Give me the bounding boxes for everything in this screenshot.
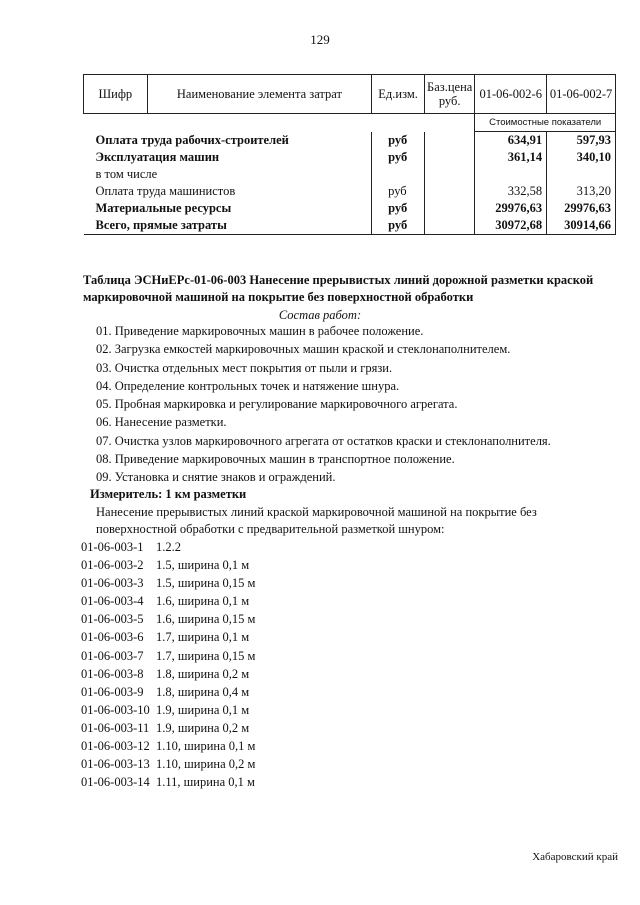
item-code: 01-06-003-13 [81, 757, 150, 772]
header-code: Шифр [84, 75, 148, 114]
item-code: 01-06-003-5 [81, 612, 144, 627]
item-code: 01-06-003-12 [81, 739, 150, 754]
row-value-2: 30914,66 [547, 217, 616, 235]
item-code: 01-06-003-11 [81, 720, 150, 735]
item-text: 1.6, ширина 0,15 м [156, 612, 256, 627]
measurement-unit: Измеритель: 1 км разметки [90, 487, 247, 501]
work-list [96, 322, 551, 487]
item-text: 1.8, ширина 0,4 м [156, 684, 250, 699]
table-row [84, 200, 616, 217]
row-unit [372, 166, 425, 183]
row-label: Оплата труда рабочих-строителей [95, 132, 289, 147]
region-footer: Хабаровский край [532, 851, 618, 863]
row-value-2: 340,10 [547, 149, 616, 166]
row-value-1: 634,91 [475, 132, 547, 150]
item-text: 1.8, ширина 0,2 м [156, 666, 250, 681]
item-text: 1.10, ширина 0,2 м [156, 757, 256, 772]
description: Нанесение прерывистых линий краской маркировочной машиной на покрытие без поверхностной обработки с предварительной разметкой шнуром: [96, 505, 537, 536]
item-code: 01-06-003-14 [81, 775, 150, 790]
list-item [81, 665, 255, 683]
row-value-2: 597,93 [547, 132, 616, 150]
item-code: 01-06-003-7 [81, 648, 144, 663]
list-item [81, 773, 255, 791]
list-item: 06. Нанесение разметки. [96, 415, 227, 430]
row-label: Эксплуатация машин [95, 150, 220, 164]
row-value-2: 313,20 [547, 183, 616, 200]
list-item: 09. Установка и снятие знаков и ограждений. [96, 470, 336, 485]
item-text: 1.6, ширина 0,1 м [156, 594, 250, 609]
table-row [84, 183, 616, 200]
item-code: 01-06-003-1 [81, 540, 144, 554]
item-text: 1.9, ширина 0,1 м [156, 702, 250, 717]
cost-subheader: Стоимостные показатели [475, 114, 616, 132]
row-label: Материальные ресурсы [95, 201, 232, 215]
row-base [425, 183, 475, 200]
row-unit: руб [372, 183, 425, 200]
cost-table [83, 74, 616, 235]
list-item [81, 737, 255, 755]
row-label: в том числе [95, 167, 158, 181]
row-base [425, 200, 475, 217]
header-unit: Ед.изм. [372, 75, 425, 114]
row-base [425, 132, 475, 150]
header-col-1: 01-06-002-6 [475, 75, 547, 114]
list-item [81, 556, 255, 574]
list-item [81, 647, 255, 665]
row-label: Всего, прямые затраты [84, 217, 372, 235]
work-composition-title: Состав работ: [278, 308, 362, 322]
row-value-2 [547, 166, 616, 183]
row-unit: руб [372, 200, 425, 217]
cost-table-header [84, 75, 616, 114]
item-code: 01-06-003-6 [81, 630, 144, 645]
list-item [81, 755, 255, 773]
list-item: 02. Загрузка емкостей маркировочных машин краской и стеклонаполнителем. [96, 342, 511, 357]
header-name: Наименование элемента затрат [147, 75, 371, 114]
item-text: 1.7, ширина 0,15 м [156, 648, 256, 663]
header-col-2: 01-06-002-7 [547, 75, 616, 114]
list-item [81, 719, 255, 737]
table-row [84, 217, 616, 235]
row-value-1: 332,58 [475, 183, 547, 200]
row-base [425, 149, 475, 166]
cost-table-subheader-row [84, 114, 616, 132]
item-text: 1.10, ширина 0,1 м [156, 739, 256, 754]
item-text: 1.5, ширина 0,15 м [156, 576, 256, 591]
row-unit: руб [372, 149, 425, 166]
row-base [425, 166, 475, 183]
row-value-1: 361,14 [475, 149, 547, 166]
list-item [81, 592, 255, 610]
list-item: 03. Очистка отдельных мест покрытия от пыли и грязи. [96, 360, 393, 375]
page-number: 129 [310, 32, 330, 47]
table-row [84, 166, 616, 183]
row-unit: руб [372, 217, 425, 235]
item-code: 01-06-003-2 [81, 558, 144, 573]
item-text: 1.7, ширина 0,1 м [156, 630, 250, 645]
item-code: 01-06-003-10 [81, 702, 150, 717]
item-text: 1.2.2 [156, 540, 181, 554]
table-row [84, 149, 616, 166]
row-value-2: 29976,63 [547, 200, 616, 217]
item-code: 01-06-003-9 [81, 684, 144, 699]
list-item [81, 538, 255, 556]
item-text: 1.5, ширина 0,1 м [156, 558, 250, 573]
item-code: 01-06-003-3 [81, 576, 144, 591]
table-title: Таблица ЭСНиЕРс-01-06-003 Нанесение прерывистых линий дорожной разметки краской маркировочной машиной на покрытие без поверхностной обработки [83, 273, 594, 304]
list-item: 08. Приведение маркировочных машин в транспортное положение. [96, 452, 455, 467]
item-code: 01-06-003-4 [81, 594, 144, 609]
row-label: Оплата труда машинистов [95, 184, 236, 198]
list-item [81, 701, 255, 719]
row-value-1: 30972,68 [475, 217, 547, 235]
row-value-1 [475, 166, 547, 183]
code-list [81, 538, 255, 791]
row-value-1: 29976,63 [475, 200, 547, 217]
list-item: 04. Определение контрольных точек и натяжение шнура. [96, 378, 400, 393]
list-item [81, 683, 255, 701]
item-text: 1.9, ширина 0,2 м [156, 720, 250, 735]
list-item [81, 574, 255, 592]
header-base-price: Баз.цена руб. [425, 75, 475, 114]
list-item [81, 628, 255, 646]
list-item: 01. Приведение маркировочных машин в рабочее положение. [96, 324, 424, 338]
item-text: 1.11, ширина 0,1 м [156, 775, 255, 790]
row-unit: руб [372, 132, 425, 150]
item-code: 01-06-003-8 [81, 666, 144, 681]
table-row [84, 132, 616, 150]
row-base [425, 217, 475, 235]
list-item: 07. Очистка узлов маркировочного агрегата от остатков краски и стеклонаполнителя. [96, 433, 551, 448]
list-item [81, 610, 255, 628]
list-item: 05. Пробная маркировка и регулирование маркировочного агрегата. [96, 397, 458, 412]
